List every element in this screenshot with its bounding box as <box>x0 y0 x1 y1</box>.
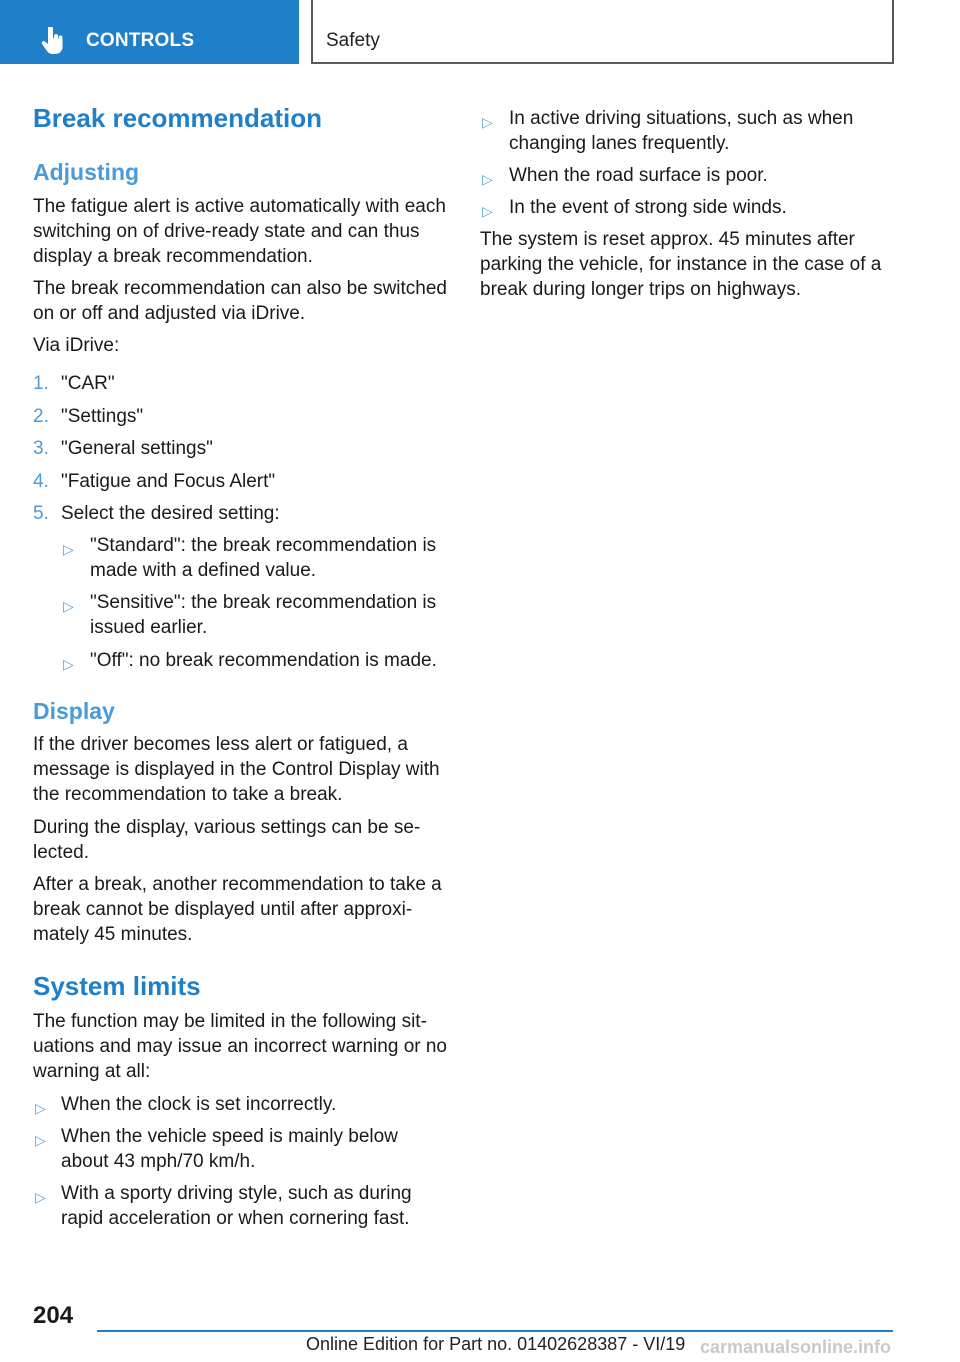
heading-adjusting: Adjusting <box>33 159 140 185</box>
list-item: When the road surface is poor. <box>509 165 768 186</box>
step-text: "General settings" <box>61 438 213 459</box>
step-text: "Fatigue and Focus Alert" <box>61 471 276 492</box>
bullet-icon: ▷ <box>63 656 74 672</box>
bullet-icon: ▷ <box>35 1189 46 1205</box>
bullet-icon: ▷ <box>35 1132 46 1148</box>
paragraph: The system is reset approx. 45 minutes after parking the vehicle, for instance in the case of a break during longer trips on highways. <box>480 229 882 300</box>
page-number: 204 <box>33 1302 74 1329</box>
list-item: In the event of strong side winds. <box>509 197 787 218</box>
paragraph: The fatigue alert is active automatically with each switching on of drive-ready state and can thus display a break recommendation. <box>33 196 446 267</box>
step-number: 2. <box>33 406 49 427</box>
list-item: With a sporty driving style, such as during rapid acceleration or when cornering fast. <box>61 1183 412 1229</box>
list-item: When the clock is set incorrectly. <box>61 1094 337 1115</box>
page-title: Break recommendation <box>33 103 322 133</box>
step-number: 3. <box>33 438 49 459</box>
edition-text: Online Edition for Part no. 01402628387 - VI/19 <box>306 1334 686 1354</box>
bullet-icon: ▷ <box>35 1100 46 1116</box>
paragraph: After a break, another recommendation to take a break cannot be displayed until after approximately 45 minutes. <box>33 874 442 945</box>
bullet-icon: ▷ <box>63 598 74 614</box>
step-number: 1. <box>33 373 49 394</box>
footer-divider <box>97 1330 893 1332</box>
bullet-icon: ▷ <box>482 114 493 130</box>
bullet-icon: ▷ <box>482 203 493 219</box>
option-text: "Sensitive": the break recommendation is issued earlier. <box>90 592 437 638</box>
step-text: "CAR" <box>61 373 115 394</box>
section-tab <box>0 0 299 64</box>
watermark: carmanualsonline.info <box>700 1337 892 1357</box>
bullet-icon: ▷ <box>482 171 493 187</box>
option-text: "Standard": the break recommendation is made with a defined value. <box>90 535 437 581</box>
paragraph: Via iDrive: <box>33 335 120 356</box>
list-item: When the vehicle speed is mainly below about 43 mph/70 km/h. <box>61 1126 398 1172</box>
step-number: 4. <box>33 471 49 492</box>
paragraph: The break recommendation can also be switched on or off and adjusted via iDrive. <box>33 278 448 324</box>
option-text: "Off": no break recommendation is made. <box>90 650 437 671</box>
paragraph: If the driver becomes less alert or fatigued, a message is displayed in the Control Display with the recommendation to take a break. <box>33 734 440 805</box>
heading-system-limits: System limits <box>33 971 201 1001</box>
chapter-label: Safety <box>326 30 380 51</box>
paragraph: During the display, various settings can be selected. <box>33 817 421 863</box>
pointing-hand-icon <box>40 27 66 55</box>
step-number: 5. <box>33 503 49 524</box>
heading-display: Display <box>33 698 115 724</box>
list-item: In active driving situations, such as when changing lanes frequently. <box>509 108 854 154</box>
bullet-icon: ▷ <box>63 541 74 557</box>
step-text: "Settings" <box>61 406 144 427</box>
paragraph: The function may be limited in the following situations and may issue an incorrect warning or no warning at all: <box>33 1011 448 1082</box>
chapter-header <box>311 0 894 64</box>
section-label: CONTROLS <box>86 30 195 51</box>
step-text: Select the desired setting: <box>61 503 280 524</box>
